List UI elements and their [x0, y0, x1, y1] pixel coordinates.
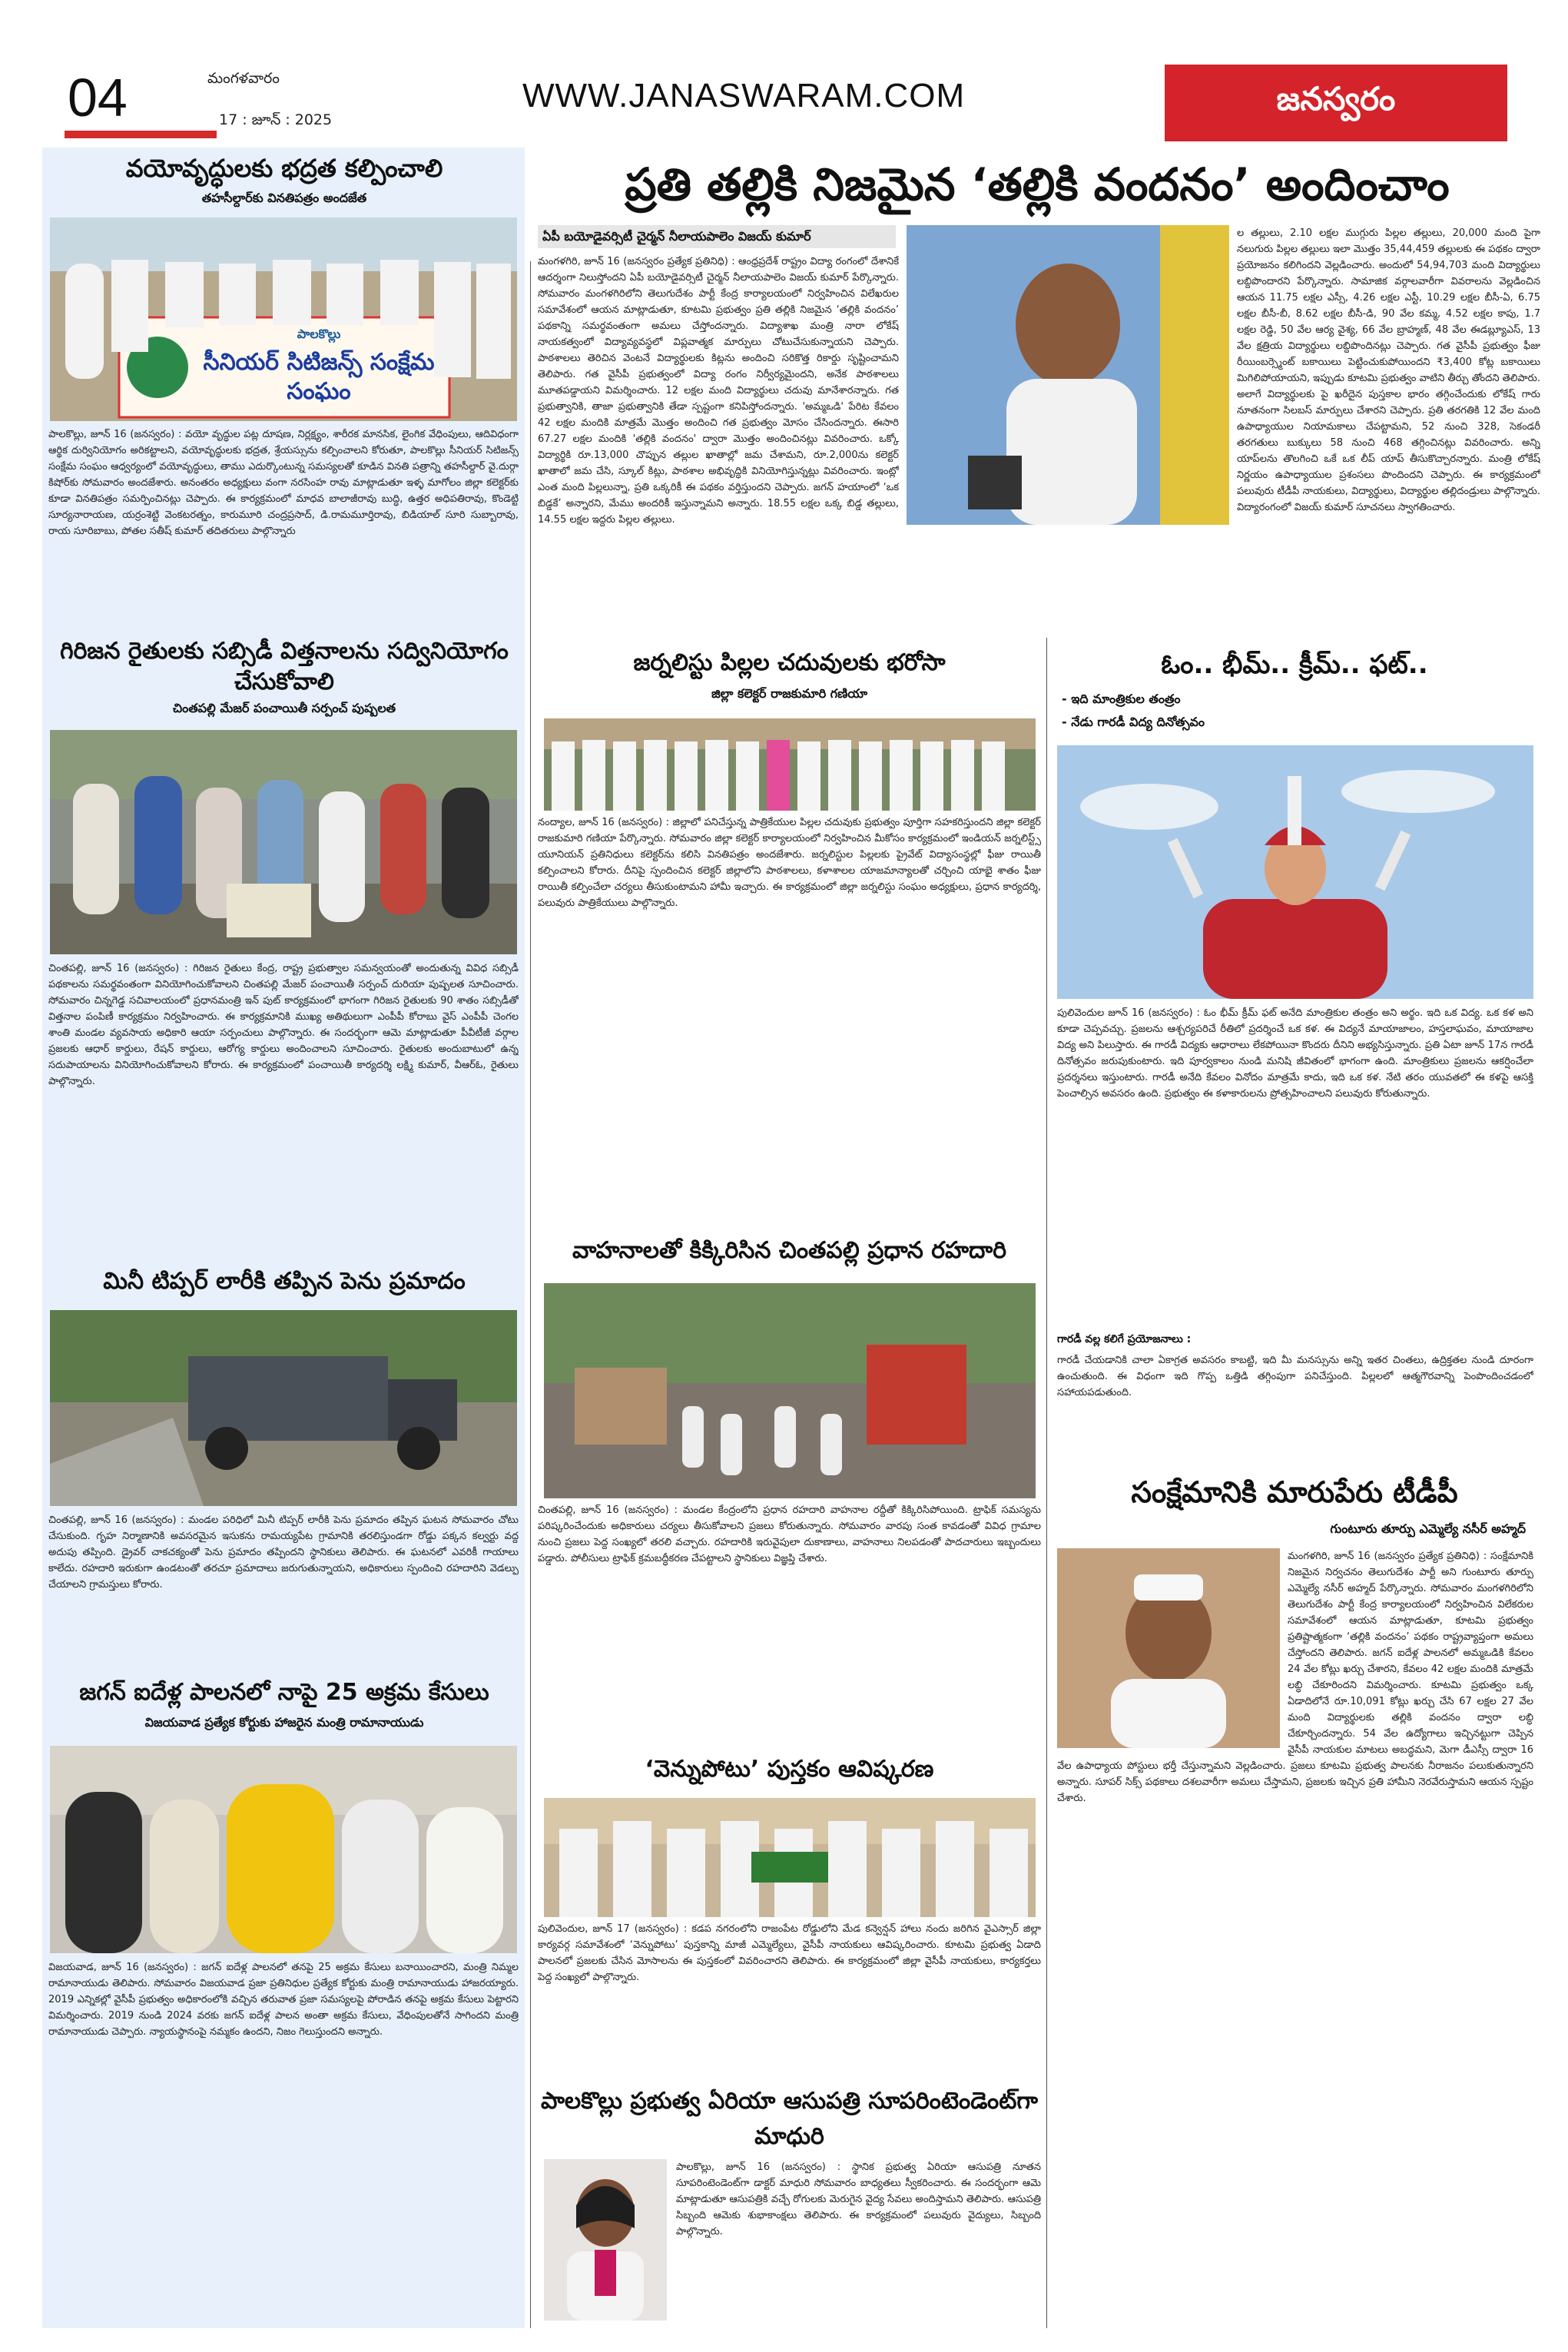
- middle-s3-body: పులివెందుల, జూన్ 17 (జనస్వరం) : కడప నగరంలోని రాజంపేట రోడ్డులోని మేడ కన్వెన్షన్ హాలు నందు జరిగిన వైఎస్సార్ జిల్లా కార్యవర్గ సమావేశంలో ‘వెన్నుపోటు’ పుస్తకాన్ని మాజీ ఎమ్మెల్యేలు, వైసీపీ నాయకులు ఆవిష్కరించారు. కూటమి ప్రభుత్వ ఏడాది పాలనలో ప్రజలకు చేసిన మోసాలను ఈ పుస్తకంలో వివరించారని తెలిపారు. ఈ కార్యక్రమంలో జిల్లా వైసీపీ నాయకులు, కార్యకర్తలు పెద్ద సంఖ్యలో పాల్గొన్నారు.: [538, 1923, 1041, 1983]
- juggler-photo: [1057, 745, 1533, 999]
- minister-court-photo: [50, 1746, 517, 1953]
- middle-s3-title: ‘వెన్నుపోటు’ పుస్తకం ఆవిష్కరణ: [645, 1756, 934, 1783]
- lead-body-col2: ల తల్లులు, 2.10 లక్షల ముగ్గురు పిల్లల తల్లులు, 20,000 మంది పైగా నలుగురు పిల్లల తల్లులు ఇలా మొత్తం 35,44,459 తల్లులకు ఈ పథకం ద్వారా ప్రయోజనం కలిగిందని వెల్లడించారు. అందులో 54,94,703 మంది విద్యార్థులు లబ్దిపొందారని పేర్కొన్నారు. సామాజిక వర్గాలవారీగా వివరాలను వెల్లడించిన ఆయన 11.75 లక్షల ఎస్సీ, 4.26 లక్షల ఎస్టీ, 10.29 లక్షల బీసీ-ఏ, 6.75 లక్షల బీసీ-బీ, 8.62 లక్షల బీసీ-డి, 90 వేల కమ్మ, 4.52 లక్షల కాపు, 1.7 లక్షల రెడ్డి, 50 వేల ఆర్య వైశ్య, 66 వేల బ్రాహ్మణ్, 48 వేల ఈడబ్ల్యూఎస్, 13 వేల క్షత్రియ విద్యార్థులు లబ్దిపొందినట్లు చెప్పారు. గత వైసీపీ ప్రభుత్వం ఫీజు రీయింబర్స్మెంట్ బకాయిలు పెట్టించుకుపోయిందని ₹3,400 కోట్ల బకాయిలు మిగిలిపోయాయని, ఇప్పుడు కూటమి ప్రభుత్వం వాటిని తీర్చు తోందని తెలిపారు. అలాగే విద్యార్థులకు పై ఖరీదైన పుస్తకాల భారం తగ్గించేందుకు లోకేష్ గారు నూతనంగా సిలబస్ మార్పులు చేశారని చెప్పారు. ప్రతి తరగతికి 12 వేల మంది ఉపాధ్యాయుల నియామకాలు చేపట్టామని, 52 నుంచి 328, సెకండరీ తరగతులు బుక్కులు 58 నుంచి 468 తగ్గించినట్లు వివరించారు. అన్ని యాప్‌లను తొలగించి ఒకే ఒక లీప్ యాప్ తీసుకొచ్చారన్నారు. మంత్రి లోకేష్ నిర్ణయం ఉపాధ్యాయుల ప్రశంసలు పొందిందని చెప్పారు. ఈ కార్యక్రమంలో పలువురు టీడీపీ నాయకులు, విద్యార్థులు, విద్యార్థుల తల్లిదండ్రులు పాల్గొన్నారు. విద్యారంగంలో విజయ్ కుమార్ సూచనలు స్వాగతించారు.: [1237, 227, 1540, 513]
- column-rule-2: [1046, 638, 1047, 2328]
- lead-speaker-photo-svg: [907, 225, 1229, 525]
- left-s2-subtitle: చింతపల్లి మేజర్ పంచాయితీ సర్పంచ్ పుష్పలత: [172, 701, 396, 715]
- senior-citizens-photo: [50, 217, 517, 421]
- tipper-lorry-photo-svg: [50, 1310, 517, 1506]
- left-s3-body: చింతపల్లి, జూన్ 16 (జనస్వరం) : మండల పరిధిలో మినీ టిప్పర్ లారీకి పెను ప్రమాదం తప్పిన ఘటన సోమవారం చోటు చేసుకుంది. గృహ నిర్మాణానికి అవసరమైన ఇసుకను రామయ్యపేట గ్రామానికి తరలిస్తుండగా రోడ్డు పక్కన కల్వర్టు వద్ద అదుపు తప్పింది. డ్రైవర్ చాకచక్యంతో పెను ప్రమాదం తప్పిందని స్థానికులు తెలిపారు. ఈ ఘటనలో ఎవరికీ గాయాలు కాలేదు. రహదారి ఇరుకుగా ఉండటంతో తరచూ ప్రమాదాలు జరుగుతున్నాయని, అధికారులు స్పందించి రహదారిని వెడల్పు చేయాలని గ్రామస్తులు కోరారు.: [48, 1514, 519, 1591]
- left-s1-subtitle: తహసీల్దార్‌కు వినతిపత్రం అందజేత: [201, 191, 367, 205]
- lead-speaker-photo: [907, 225, 1229, 525]
- left-s1-title: వయోవృద్ధులకు భద్రత కల్పించాలి: [125, 154, 443, 183]
- brand-name: జనస్వరం: [1276, 80, 1396, 118]
- middle-s2-body: చింతపల్లి, జూన్ 16 (జనస్వరం) : మండల కేంద్రంలోని ప్రధాన రహదారి వాహనాల రద్దీతో కిక్కిరిసిపోయింది. ట్రాఫిక్ సమస్యను పరిష్కరించేందుకు అధికారులు చర్యలు తీసుకోవాలని ప్రజలు కోరుతున్నారు. సోమవారం వారపు సంత కావడంతో వివిధ గ్రామాల నుంచి ప్రజలు పెద్ద సంఖ్యలో తరలి వచ్చారు. రహదారికి ఇరువైపులా దుకాణాలు, వాహనాలు నిలపడంతో పాదచారులు ఇబ్బందులు పడ్డారు. పోలీసులు ట్రాఫిక్ క్రమబద్ధీకరణ చేపట్టాలని స్థానికులు విజ్ఞప్తి చేశారు.: [538, 1504, 1041, 1564]
- banner-top-text: పాలకొల్లు: [297, 327, 341, 341]
- left-s3-title: మినీ టిప్పర్ లారీకి తప్పిన పెను ప్రమాదం: [103, 1268, 466, 1295]
- senior-citizens-banner-text: సీనియర్ సిటిజన్స్ సంక్షేమ సంఘం: [203, 349, 435, 405]
- journalists-photo-svg: [544, 718, 1036, 811]
- day-label: మంగళవారం: [207, 70, 280, 87]
- right-s2-title: సంక్షేమానికి మారుపేరు టీడీపీ: [1131, 1475, 1458, 1509]
- middle-s4-title: పాలకొల్లు ప్రభుత్వ ఏరియా ఆసుపత్రి సూపరింటెండెంట్‌గా మాధురి: [541, 2088, 1038, 2150]
- middle-s1-subtitle: జిల్లా కలెక్టర్ రాజకుమారి గణియా: [711, 686, 868, 701]
- lead-body-col1: మంగళగిరి, జూన్ 16 (జనస్వరం ప్రత్యేక ప్రతినిధి) : ఆంధ్రప్రదేశ్ రాష్ట్రం విద్యా రంగంలో దేశానికే ఆదర్శంగా నిలుస్తోందని ఏపీ బయోడైవర్సిటీ చైర్మన్ నీలాయపాలెం విజయ్ కుమార్ పేర్కొన్నారు. సోమవారం మంగళగిరిలోని తెలుగుదేశం పార్టీ కేంద్ర కార్యాలయంలో నిర్వహించిన విలేఖరుల సమావేశంలో ఆయన మాట్లాడుతూ, కూటమి ప్రభుత్వం ప్రతి తల్లికి నిజమైన ‘తల్లికి వందనం’ పథకాన్ని సమర్థవంతంగా అమలు చేస్తోందన్నారు. విద్యాశాఖ మంత్రి నారా లోకేష్ నాయకత్వంలో విద్యావ్యవస్థలో విప్లవాత్మక మార్పులు చోటుచేసుకున్నాయని చెప్పారు. పాఠశాలలు తెరిచిన వెంటనే విద్యార్థులకు కిట్లను అందించి సరికొత్త రికార్డు సృష్టించామని తెలిపారు. గత వైసీపీ ప్రభుత్వంలో విద్యా రంగం నిర్వీర్యమైందని, అనేక పాఠశాలలు మూతపడ్డాయని విమర్శించారు. 12 లక్షల మంది విద్యార్థులు చదువు మానేశారన్నారు. గత ప్రభుత్వానికి, తాజా ప్రభుత్వానికి తేడా స్పష్టంగా కనిపిస్తోందన్నారు. 'అమ్మఒడి' పేరిట కేవలం 42 లక్షల మందికి మాత్రమే మొత్తం అందించి గత ప్రభుత్వం మోసం చేసిందన్నారు. ఈసారి 67.27 లక్షల మందికి 'తల్లికి వందనం' ద్వారా మొత్తం అందించినట్లు వివరించారు. ఒక్కో విద్యార్థికి రూ.13,000 చొప్పున తల్లుల ఖాతాల్లో జమ చేశామని, రూ.2,000ను కలెక్టర్ ఖాతాలో జమ చేసి, స్కూల్ కిట్లు, పాఠశాల అభివృద్ధికి వినియోగిస్తున్నట్లు వివరించారు. ఇంట్లో ఎంత మంది పిల్లలున్నా, ప్రతి ఒక్కరికీ ఈ పథకం వర్తిస్తుందని చెప్పారు. జగన్ హయాంలో ‘ఒక బిడ్డకే’ అన్నారని, మేము అందరికీ ఇస్తున్నామని అన్నారు. 18.55 లక్షల ఒక్క బిడ్డ తల్లులు, 14.55 లక్షల ఇద్దరు పిల్లల తల్లులు.: [538, 256, 899, 526]
- traffic-road-photo-svg: [544, 1283, 1036, 1498]
- right-s1-bullet-2: - నేడు గారడీ విద్య దినోత్సవం: [1062, 715, 1205, 729]
- right-s1-subheading: గారడీ వల్ల కలిగే ప్రయోజనాలు :: [1057, 1333, 1192, 1345]
- left-s1-body: పాలకొల్లు, జూన్ 16 (జనస్వరం) : వయో వృద్ధుల పట్ల దూషణ, నిర్లక్ష్యం, శారీరక మానసిక, లైంగిక వేధింపులు, ఆదివిధంగా ఆర్థిక దుర్వినియోగం అరికట్టాలని, వయోవృద్ధులకు భద్రత, శ్రేయస్సును కల్పించాలని కోరుతూ, పాలకొల్లు సీనియర్ సిటిజన్స్ సంక్షేమ సంఘం ఆధ్వర్యంలో వయోవృద్ధులు, తాము ఎదుర్కొంటున్న సమస్యలతో కూడిన వినతి పత్రాన్ని తహసీల్దార్ వై.దుర్గా కిషోర్‌కు సోమవారం అందజేశారు. అనంతరం అధ్యక్షులు వంగా నరసింహ రావు మాట్లాడుతూ ఇళ్ళ మాగోలం జిల్లా కలెక్టర్‌కు కూడా వినతిపత్రం సమర్పించినట్లు చెప్పారు. ఈ కార్యక్రమంలో మాధవ బాలాజీరావు బుద్ధి, ఉత్తర అధిపతిరావు, కొండెట్టి సూర్యనారాయణ, యర్రంశెట్టి వెంకటరత్నం, కారుమూరి చంద్రప్రసాద్, డి.రామమూర్తిరావు, బిడియాల్ సూరి సుబ్బారావు, రాయ సూరిబాబు, పోతల సతీష్ కుమార్ తదితరులు పాల్గొన్నారు: [48, 429, 519, 537]
- traffic-road-photo: [544, 1283, 1036, 1498]
- main-headline: ప్రతి తల్లికి నిజమైన ‘తల్లికి వందనం’ అందించాం: [625, 158, 1450, 211]
- column-rule-1: [530, 261, 531, 2328]
- date-label: 17 : జూన్ : 2025: [219, 111, 333, 128]
- lead-body-col1-tail: [907, 530, 1229, 638]
- brand-masthead: [1165, 65, 1507, 141]
- right-s1-body-2: గారడీ చేయడానికి చాలా ఏకాగ్రత అవసరం కాబట్టి, ఇది మీ మనస్సును అన్ని ఇతర చింతలు, ఉద్రిక్తతల నుండి దూరంగా ఉంచుతుంది. ఈ విధంగా ఇది గొప్ప ఒత్తిడి తగ్గింపుగా పనిచేస్తుంది. పిల్లలలో ఆత్మగౌరవాన్ని పెంపొందించడంలో సహాయపడుతుంది.: [1057, 1355, 1533, 1398]
- lead-subhead: ఏపీ బయోడైవర్సిటీ చైర్మన్ నీలాయపాలెం విజయ్ కుమార్: [538, 225, 896, 248]
- right-s2-body: [1057, 1548, 1533, 2320]
- left-s4-subtitle: విజయవాడ ప్రత్యేక కోర్టుకు హాజరైన మంత్రి రామానాయుడు: [144, 1715, 424, 1730]
- book-launch-photo-svg: [544, 1798, 1036, 1917]
- left-s2-body: చింతపల్లి, జూన్ 16 (జనస్వరం) : గిరిజన రైతులు కేంద్ర, రాష్ట్ర ప్రభుత్వాల సమన్వయంతో అందుతున్న వివిధ సబ్సిడీ పథకాలను సమర్థవంతంగా వినియోగించుకోవాలని చింతపల్లి మేజర్ పంచాయితీ సర్పంచ్ దురియా పుష్పలత సూచించారు. సోమవారం చిన్నగెడ్డ సచివాలయంలో ప్రధానమంత్రి ఇన్ పుట్ కార్యక్రమంలో భాగంగా గిరిజన రైతులకు 90 శాతం సబ్సిడీతో విత్తనాల పంపిణీ కార్యక్రమం నిర్వహించారు. ఈ కార్యక్రమానికి ముఖ్య అతిథులుగా ఎంపీపీ కోరాబు వైస్ ఎంపీపీ చెంగల శాంతి మండల వ్యవసాయ అధికారి ఆయా సర్పంచులు పాల్గొన్నారు. ఈ సందర్భంగా ఆమె మాట్లాడుతూ పీవీటీజీ వర్గాల ప్రజలకు ఆధార్ కార్డులు, రేషన్ కార్డులు, ఆరోగ్య కార్డులు అందించాలని సూచించారు. రైతులకు అందుబాటులో ఉన్న సదుపాయాలను వినియోగించుకోవాలని కోరారు. ఈ కార్యక్రమంలో పంచాయితీ కార్యదర్శి లక్ష్మి కుమార్, వీఆర్ఓ, రైతులు పాల్గొన్నారు.: [48, 963, 519, 1087]
- book-launch-photo: [544, 1798, 1036, 1917]
- middle-s4-body: పాలకొల్లు, జూన్ 16 (జనస్వరం) : స్థానిక ప్రభుత్వ ఏరియా ఆసుపత్రి నూతన సూపరింటెండెంట్‌గా డాక్టర్ మాధురి సోమవారం బాధ్యతలు స్వీకరించారు. ఈ సందర్భంగా ఆమె మాట్లాడుతూ ఆసుపత్రికి వచ్చే రోగులకు మెరుగైన వైద్య సేవలు అందిస్తామని తెలిపారు. ఆసుపత్రి సిబ్బంది ఆమెకు శుభాకాంక్షలు తెలిపారు. ఈ కార్యక్రమంలో పలువురు వైద్యులు, సిబ్బంది పాల్గొన్నారు.: [676, 2161, 1041, 2238]
- middle-s1-title: జర్నలిస్టు పిల్లల చదువులకు భరోసా: [633, 649, 946, 676]
- page-number-underline: [65, 131, 217, 138]
- doctor-portrait-photo: [544, 2159, 667, 2320]
- left-s4-body: విజయవాడ, జూన్ 16 (జనస్వరం) : జగన్ ఐదేళ్ల పాలనలో తనపై 25 అక్రమ కేసులు బనాయించారని, మంత్రి నిమ్మల రామానాయుడు తెలిపారు. సోమవారం విజయవాడ ప్రజా ప్రతినిధుల ప్రత్యేక కోర్టుకు మంత్రి రామానాయుడు హాజరయ్యారు. 2019 ఎన్నికల్లో వైసీపీ ప్రభుత్వం అధికారంలోకి వచ్చిన తరువాత ప్రజా సమస్యలపై పోరాడిన తనపై అక్రమ కేసులు పెట్టారని విమర్శించారు. 2019 నుండి 2024 వరకు జగన్ ఐదేళ్ల పాలన అంతా అక్రమ కేసులు, వేధింపులతోనే సాగిందని మంత్రి రామానాయుడు చెప్పారు. న్యాయస్థానంపై నమ్మకం ఉందని, నిజం గెలుస్తుందని అన్నారు.: [48, 1962, 519, 2038]
- farmers-seed-photo-svg: [50, 730, 517, 954]
- right-s1-body: పులివెందుల జూన్ 16 (జనస్వరం) : ఓం భీమ్ క్రీమ్ ఫట్ అనేది మాంత్రికుల తంత్రం అని అర్థం. ఇది ఒక విద్య. ఒక కళ అని కూడా చెప్పవచ్చు. ప్రజలను ఆశ్చర్యపరిచే రీతిలో ప్రదర్శించే ఒక కళ. ఈ విద్యనే మాయాజాలం, హస్తలాఘవం, మాయాజాల విద్య అని పిలుస్తారు. ఈ గారడీ విద్యకు ఆధారాలు లేకపోయినా కొందరు దీనిని అభ్యసిస్తున్నారు. ప్రతి ఏటా జూన్ 17న గారడీ దినోత్సవం జరుపుకుంటారు. ఇది పూర్వకాలం నుండి మనిషి జీవితంలో భాగంగా ఉంది. మాంత్రికులు ప్రజలను ఆకర్షించేలా ప్రదర్శనలు ఇస్తుంటారు. గారడీ అనేది కేవలం వినోదం మాత్రమే కాదు, ఇది ఒక కళ. నేటి తరం యువతలో ఈ కళపై ఆసక్తి పెంచాల్సిన అవసరం ఉంది. ప్రభుత్వం ఈ కళాకారులను ప్రోత్సహించాలని పలువురు కోరుతున్నారు.: [1057, 1007, 1533, 1100]
- juggler-photo-svg: [1057, 745, 1533, 999]
- journalists-photo: [544, 718, 1036, 811]
- minister-court-photo-svg: [50, 1746, 517, 1953]
- farmers-seed-photo: [50, 730, 517, 954]
- right-s1-title: ఓం.. భీమ్.. క్రీమ్.. ఫట్..: [1161, 649, 1428, 680]
- doctor-portrait-photo-svg: [544, 2159, 667, 2320]
- page-number: 04: [68, 68, 128, 128]
- left-s4-title: జగన్ ఐదేళ్ల పాలనలో నాపై 25 అక్రమ కేసులు: [79, 1679, 489, 1706]
- right-s2-body-text: మంగళగిరి, జూన్ 16 (జనస్వరం ప్రత్యేక ప్రతినిధి) : సంక్షేమానికి నిజమైన నిర్వచనం తెలుగుదేశం పార్టీ అని గుంటూరు తూర్పు ఎమ్మెల్యే నసీర్ అహ్మద్ పేర్కొన్నారు. సోమవారం మంగళగిరిలోని తెలుగుదేశం పార్టీ కేంద్ర కార్యాలయంలో నిర్వహించిన విలేకరుల సమావేశంలో ఆయన మాట్లాడుతూ, కూటమి ప్రభుత్వం ప్రతిష్టాత్మకంగా ‘తల్లికి వందనం’ పథకం రాష్ట్రవ్యాప్తంగా అమలు చేస్తోందని తెలిపారు. జగన్ ఐదేళ్ల పాలనలో అమ్మఒడికి కేవలం 24 వేల కోట్లు ఖర్చు చేశారని, కేవలం 42 లక్షల మందికి మాత్రమే లబ్ధి చేకూరిందని విమర్శించారు. కూటమి ప్రభుత్వం ఒక్క ఏడాదిలోనే రూ.10,091 కోట్లు ఖర్చు చేసి 67 లక్షల 27 వేల మంది విద్యార్థులకు తల్లికి వందనం ద్వారా లబ్ధి చేకూర్చిందన్నారు. 54 వేల ఉద్యోగాలు ఇచ్చినట్టుగా చెప్పిన వైసీపీ నాయకుల మాటలు అబద్ధమని, మెగా డీఎస్సీ ద్వారా 16 వేల ఉపాధ్యాయ పోస్టులు భర్తీ చేస్తున్నామని వెల్లడించారు. ప్రజలు కూటమి ప్రభుత్వ పాలనకు నీరాజనం పలుకుతున్నారని అన్నారు. సూపర్ సిక్స్ పథకాలు దశలవారీగా అమలు చేస్తామని, ప్రజలకు ఇచ్చిన ప్రతి హామీని నెరవేరుస్తామని ఆయన స్పష్టం చేశారు.: [1057, 1551, 1533, 1804]
- right-s1-bullet-1: - ఇది మాంత్రికుల తంత్రం: [1062, 692, 1181, 706]
- middle-s1-body: నంద్యాల, జూన్ 16 (జనస్వరం) : జిల్లాలో పనిచేస్తున్న పాత్రికేయుల పిల్లల చదువుకు ప్రభుత్వం పూర్తిగా సహకరిస్తుందని జిల్లా కలెక్టర్ రాజకుమారి గణియా పేర్కొన్నారు. సోమవారం జిల్లా కలెక్టర్ కార్యాలయంలో నిర్వహించిన మీకోసం కార్యక్రమంలో ఇండియన్ జర్నలిస్ట్స్ యూనియన్ ప్రతినిధులు కలెక్టర్‌ను కలిసి వినతిపత్రం అందజేశారు. జర్నలిస్టుల పిల్లలకు ప్రైవేట్ విద్యాసంస్థల్లో ఫీజు రాయితీ కల్పించాలని కోరారు. దీనిపై స్పందించిన కలెక్టర్ జిల్లాలోని పాఠశాలలు, కళాశాలల యాజమాన్యాలతో చర్చించి యాభై శాతం ఫీజు రాయితీ కల్పించేలా చర్యలు తీసుకుంటామని హామీ ఇచ్చారు. ఈ కార్యక్రమంలో జిల్లా జర్నలిస్టు సంఘం అధ్యక్షులు, ప్రధాన కార్యదర్శి, పలువురు పాత్రికేయులు పాల్గొన్నారు.: [538, 817, 1041, 909]
- middle-s2-title: వాహనాలతో కిక్కిరిసిన చింతపల్లి ప్రధాన రహదారి: [572, 1237, 1007, 1264]
- tipper-lorry-photo: [50, 1310, 517, 1506]
- left-s2-title: గిరిజన రైతులకు సబ్సిడీ విత్తనాలను సద్వినియోగం చేసుకోవాలి: [60, 638, 509, 695]
- photo-float-spacer: [1057, 1548, 1288, 1750]
- right-s2-subtitle: గుంటూరు తూర్పు ఎమ్మెల్యే నసీర్ అహ్మద్: [1330, 1521, 1526, 1536]
- website-url[interactable]: WWW.JANASWARAM.COM: [522, 77, 966, 114]
